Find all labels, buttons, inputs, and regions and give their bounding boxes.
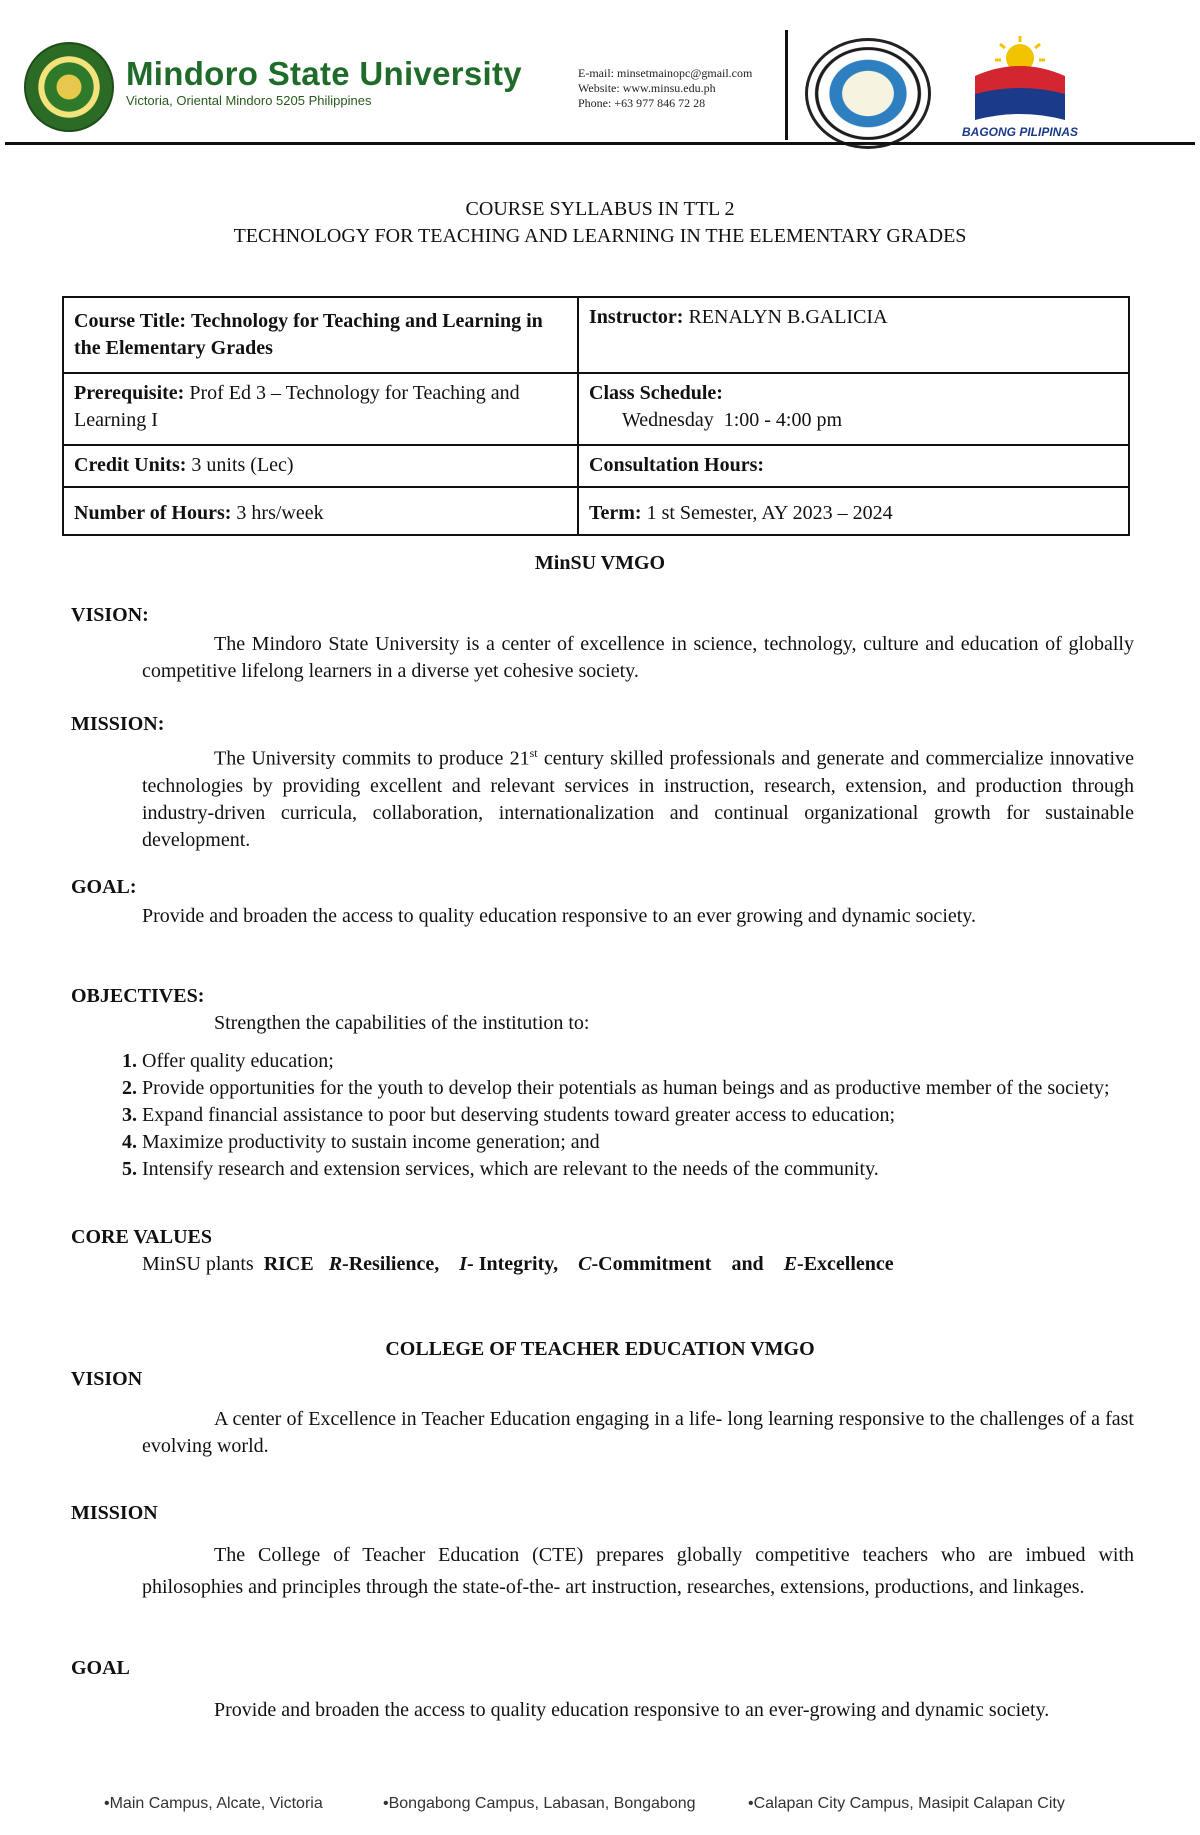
minsu-vision-label: VISION: bbox=[71, 604, 149, 626]
core-letter-e: E bbox=[783, 1253, 798, 1275]
consultation-cell bbox=[578, 445, 1129, 487]
footer-campus-main: •Main Campus, Alcate, Victoria bbox=[104, 1795, 323, 1812]
cte-vmgo-heading: COLLEGE OF TEACHER EDUCATION VMGO bbox=[385, 1338, 815, 1360]
header-rule bbox=[5, 142, 1195, 145]
minsu-mission-text bbox=[142, 740, 1134, 854]
minsu-vision-text: The Mindoro State University is a center of excellence in science, technology, culture and education of globally competitive lifelong learners in a diverse yet cohesive society. bbox=[142, 633, 1134, 682]
core-values-and: and bbox=[731, 1253, 764, 1275]
cte-mission-text: The College of Teacher Education (CTE) prepares globally competitive teachers who are imbued with philosophies and principles through the state-of-the- art instruction, researches, extensions, productions, and linkages. bbox=[142, 1544, 1134, 1598]
minsu-vmgo-heading: MinSU VMGO bbox=[534, 552, 666, 574]
footer-campus-bongabong: •Bongabong Campus, Labasan, Bongabong bbox=[383, 1795, 696, 1812]
core-word-r: -Resilience, bbox=[342, 1253, 440, 1275]
term-label: Term: bbox=[589, 502, 642, 524]
core-letter-c: C bbox=[578, 1253, 592, 1275]
list-item: 5. Intensify research and extension services, which are relevant to the needs of the community. bbox=[142, 1156, 1132, 1183]
consultation-label: Consultation Hours: bbox=[589, 454, 765, 476]
cte-vision-label: VISION bbox=[71, 1368, 143, 1390]
table-row bbox=[63, 487, 1129, 535]
header-divider bbox=[785, 30, 788, 140]
core-word-c: -Commitment bbox=[591, 1253, 712, 1275]
mission-text-pre: The University commits to produce 21 bbox=[214, 747, 530, 770]
instructor-cell bbox=[578, 297, 1129, 373]
core-values-prefix: MinSU plants bbox=[142, 1253, 254, 1275]
table-row bbox=[63, 445, 1129, 487]
syllabus-subtitle: TECHNOLOGY FOR TEACHING AND LEARNING IN THE ELEMENTARY GRADES bbox=[233, 225, 967, 247]
mission-text-post: century skilled professionals and generate and commercialize innovative technologies by providing excellent and relevant services in instruction, research, extension, and production through industry-driven curricula, collaboration, internationalization and continual organizational growth for sustainable development. bbox=[142, 747, 1134, 851]
core-letter-r: R bbox=[328, 1253, 343, 1275]
term-value: 1 st Semester, AY 2023 – 2024 bbox=[646, 502, 893, 524]
credit-units-cell bbox=[63, 445, 578, 487]
core-word-i: - Integrity, bbox=[467, 1253, 559, 1275]
term-cell bbox=[578, 487, 1129, 535]
bagong-pilipinas-caption: BAGONG PILIPINAS bbox=[961, 125, 1078, 139]
core-word-e: -Excellence bbox=[797, 1253, 894, 1275]
cte-goal-text: Provide and broaden the access to quality education responsive to an ever-growing and dynamic society. bbox=[214, 1699, 1050, 1721]
minsu-seal-icon bbox=[24, 42, 114, 132]
course-title-value: Technology for Teaching and Learning in the Elementary Grades bbox=[74, 310, 543, 359]
prerequisite-value: Prof Ed 3 – Technology for Teaching and Learning I bbox=[74, 382, 520, 431]
minsu-goal-text: Provide and broaden the access to quality education responsive to an ever growing and dynamic society. bbox=[142, 905, 977, 927]
credit-units-value: 3 units (Lec) bbox=[191, 454, 294, 476]
contact-email: E-mail: minsetmainopc@gmail.com bbox=[578, 66, 753, 80]
class-schedule-value: Wednesday 1:00 - 4:00 pm bbox=[622, 409, 843, 431]
cte-mission-label: MISSION bbox=[71, 1502, 158, 1524]
contact-phone: Phone: +63 977 846 72 28 bbox=[578, 96, 706, 110]
core-values-rice: RICE bbox=[263, 1253, 314, 1275]
credit-units-label: Credit Units: bbox=[74, 454, 187, 476]
course-title-label: Course Title: bbox=[74, 310, 187, 332]
course-info-table bbox=[62, 296, 1130, 536]
core-letter-i: I bbox=[459, 1253, 468, 1275]
list-item: 4. Maximize productivity to sustain income generation; and bbox=[142, 1129, 1132, 1156]
footer-campus-calapan: •Calapan City Campus, Masipit Calapan City bbox=[748, 1795, 1065, 1812]
minsu-mission-label: MISSION: bbox=[71, 713, 165, 735]
bagong-pilipinas-logo-icon bbox=[965, 36, 1075, 122]
contact-website: Website: www.minsu.edu.ph bbox=[578, 81, 716, 95]
cte-seal-icon bbox=[805, 38, 931, 149]
instructor-label: Instructor: bbox=[589, 306, 684, 328]
list-item: 2. Provide opportunities for the youth to develop their potentials as human beings and as productive member of the society; bbox=[142, 1075, 1132, 1102]
hours-label: Number of Hours: bbox=[74, 502, 232, 524]
table-row bbox=[63, 297, 1129, 373]
instructor-value: RENALYN B.GALICIA bbox=[688, 306, 888, 328]
list-item: 3. Expand financial assistance to poor but deserving students toward greater access to education; bbox=[142, 1102, 1132, 1129]
cte-vision-text: A center of Excellence in Teacher Education engaging in a life- long learning responsive to the challenges of a fast evolving world. bbox=[142, 1408, 1134, 1457]
minsu-goal-label: GOAL: bbox=[71, 876, 137, 898]
course-title-cell bbox=[63, 297, 578, 373]
objectives-intro: Strengthen the capabilities of the institution to: bbox=[214, 1012, 590, 1034]
university-address: Victoria, Oriental Mindoro 5205 Philippines bbox=[126, 93, 372, 108]
class-schedule-cell bbox=[578, 373, 1129, 445]
university-name: Mindoro State University bbox=[126, 55, 522, 92]
contact-info bbox=[578, 66, 778, 111]
core-values-label: CORE VALUES bbox=[71, 1226, 212, 1248]
hours-cell bbox=[63, 487, 578, 535]
class-schedule-label: Class Schedule: bbox=[589, 382, 723, 404]
cte-goal-label: GOAL bbox=[71, 1657, 130, 1679]
prerequisite-label: Prerequisite: bbox=[74, 382, 185, 404]
objectives-list bbox=[102, 1048, 1132, 1183]
syllabus-title: COURSE SYLLABUS IN TTL 2 bbox=[465, 198, 735, 220]
core-values-line bbox=[142, 1253, 894, 1276]
list-item: 1. Offer quality education; bbox=[142, 1048, 1132, 1075]
letterhead bbox=[0, 0, 1200, 150]
minsu-objectives-label: OBJECTIVES: bbox=[71, 985, 205, 1007]
table-row bbox=[63, 373, 1129, 445]
hours-value: 3 hrs/week bbox=[236, 502, 324, 524]
prerequisite-cell bbox=[63, 373, 578, 445]
mission-text-sup: st bbox=[529, 746, 538, 760]
